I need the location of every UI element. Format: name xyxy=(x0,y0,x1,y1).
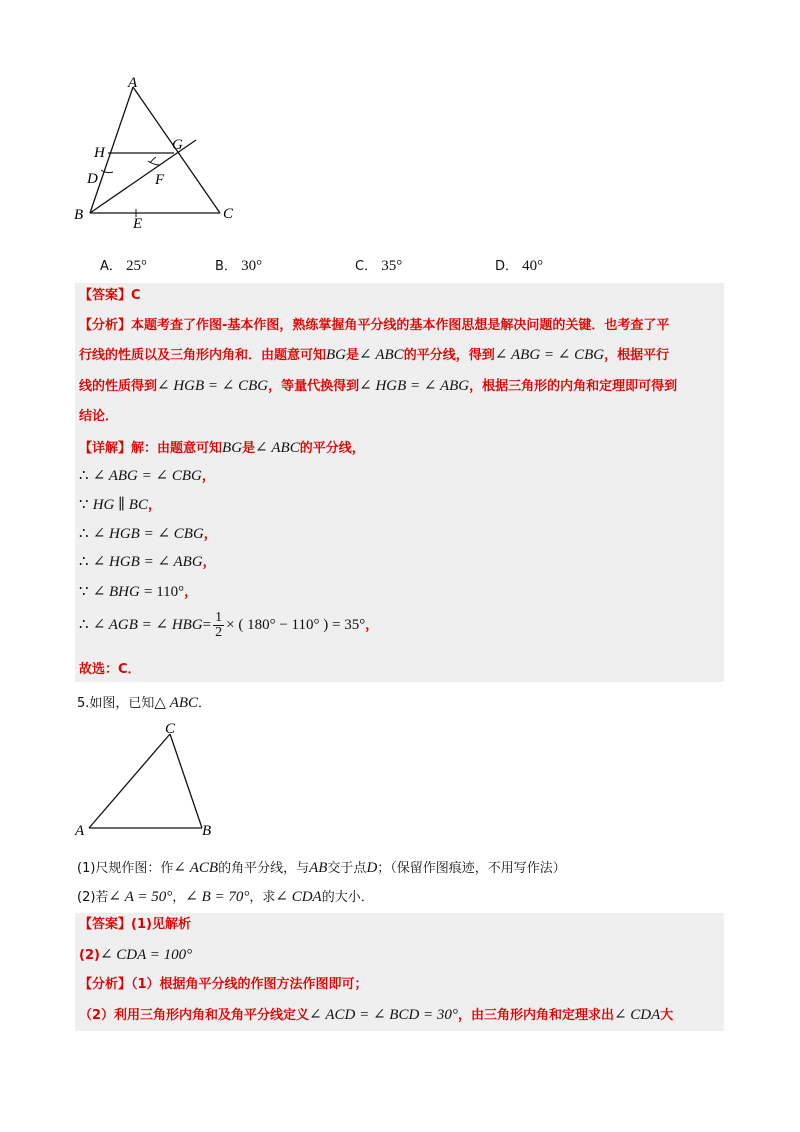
arc-mark-D xyxy=(101,170,113,173)
analysis-line-2: （2）利用三角形内角和及角平分线定义∠ ACD = ∠ BCD = 30°，由三角形内角和定理求出∠ CDA大 xyxy=(79,1007,674,1023)
label-G: G xyxy=(172,137,183,153)
label-C: C xyxy=(165,721,176,737)
analysis-line-2: 行线的性质以及三角形内角和．由题意可知BG是∠ ABC的平分线，得到∠ ABG = ∠ CBG，根据平行 xyxy=(79,347,670,363)
label-A: A xyxy=(128,75,138,91)
label-B: B xyxy=(202,823,212,839)
analysis-line-3: 线的性质得到∠ HGB = ∠ CBG，等量代换得到∠ HGB = ∠ ABG，根据三角形的内角和定理即可得到 xyxy=(79,378,678,394)
q5-part-2: (2)若∠ A = 50°，∠ B = 70°，求∠ CDA的大小． xyxy=(77,889,374,905)
edge-CA xyxy=(89,734,170,828)
analysis-line-1: 【分析】（1）根据角平分线的作图方法作图即可； xyxy=(79,977,368,992)
edge-CB xyxy=(170,734,202,828)
step-3: ∴ ∠ HGB = ∠ CBG， xyxy=(79,526,217,542)
label-D: D xyxy=(87,171,98,187)
analysis-line-4: 结论． xyxy=(79,409,119,424)
answer-line: 【答案】C xyxy=(79,288,141,303)
label-F: F xyxy=(155,172,165,188)
arc-mark-F2 xyxy=(148,161,160,165)
choice-a[interactable]: A． 25° xyxy=(100,258,148,274)
step-1: ∴ ∠ ABG = ∠ CBG， xyxy=(79,468,215,484)
choice-d[interactable]: D． 40° xyxy=(495,258,544,274)
label-C: C xyxy=(223,206,234,222)
step-5: ∵ ∠ BHG = 110°， xyxy=(79,584,198,600)
choice-b[interactable]: B． 30° xyxy=(215,258,263,274)
detail-line: 【详解】解：由题意可知BG是∠ ABC的平分线， xyxy=(79,440,365,456)
choice-c[interactable]: C． 35° xyxy=(355,258,403,274)
step-4: ∴ ∠ HGB = ∠ ABG， xyxy=(79,554,216,570)
label-A: A xyxy=(75,823,85,839)
choose-line: 故选：C． xyxy=(79,662,141,677)
label-B: B xyxy=(74,207,84,223)
label-H: H xyxy=(94,145,105,161)
arc-mark-F1 xyxy=(150,157,156,163)
answer-line-2: (2)∠ CDA = 100° xyxy=(79,947,193,963)
solution-box-2 xyxy=(75,913,724,1031)
solution-box-1 xyxy=(75,283,724,682)
step-6: ∴ ∠ AGB = ∠ HBG= $\frac{1}{2}$ × ( 180° − 110° ) = 35°， xyxy=(79,610,379,640)
q5-part-1: (1)尺规作图：作∠ ACB的角平分线，与AB交于点D；（保留作图痕迹，不用写作法） xyxy=(77,860,566,876)
figure-triangle-construction xyxy=(70,75,250,235)
fraction-one-half: $\frac{1}{2}$ xyxy=(215,610,223,640)
answer-line-1: 【答案】(1)见解析 xyxy=(79,917,191,932)
answer-choices xyxy=(100,255,700,275)
q5-intro: 5.如图，已知△ ABC． xyxy=(77,695,212,711)
figure-triangle-abc xyxy=(72,718,222,840)
step-2: ∵ HG ∥ BC， xyxy=(79,497,161,513)
analysis-line-1: 【分析】本题考查了作图-基本作图，熟练掌握角平分线的基本作图思想是解决问题的关键．也考查了平 xyxy=(79,318,670,333)
label-E: E xyxy=(133,216,143,232)
